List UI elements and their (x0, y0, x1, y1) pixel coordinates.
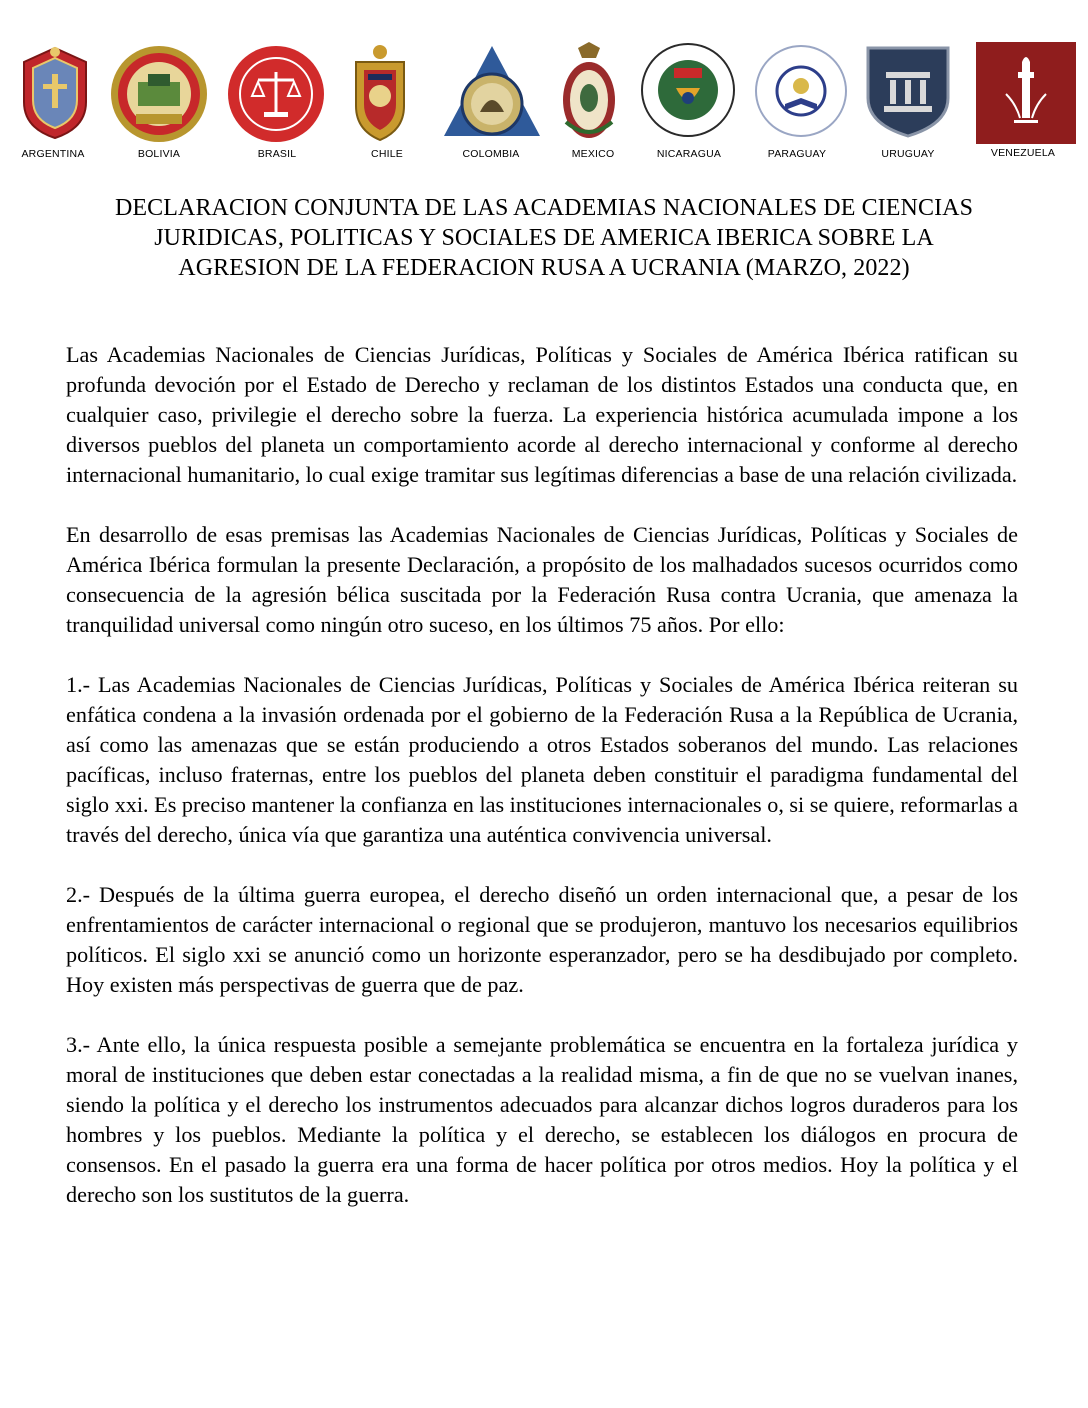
declaration-body (66, 340, 1018, 1240)
venezuela-academy-seal-icon (976, 42, 1076, 144)
country-label-mexico: MEXICO (571, 148, 615, 160)
paragraph-premises: En desarrollo de esas premisas las Academias Nacionales de Ciencias Jurídicas, Políticas y Sociales de América Ibérica formulan la presente Declaración, a propósito de los malhadados sucesos ocurridos como consecuencia de la agresión bélica suscitada por la Federación Rusa contra Ucrania, que amenaza la tranquilidad universal como ningún otro suceso, en los últimos 75 años. Por ello: (66, 522, 1018, 637)
brasil-academy-seal-icon (226, 44, 326, 144)
country-label-brasil: BRASIL (257, 148, 297, 160)
country-label-uruguay: URUGUAY (881, 148, 935, 160)
paragraph-point-1: 1.- Las Academias Nacionales de Ciencias Jurídicas, Políticas y Sociales de América Ibérica reiteran su enfática condena a la invasión ordenada por el gobierno de la Federación Rusa a la República de Ucrania, así como las amenazas que se están produciendo a otros Estados soberanos del mundo. Las relaciones pacíficas, incluso fraternas, entre los pueblos del planeta deben constituir el paradigma fundamental del siglo xxi. Es preciso mantener la confianza en las instituciones internacionales o, si se quiere, reformarlas a través del derecho, única vía que garantiza una auténtica convivencia universal. (66, 672, 1018, 847)
country-label-bolivia: BOLIVIA (137, 148, 181, 160)
title-line: JURIDICAS, POLITICAS Y SOCIALES DE AMERICA IBERICA SOBRE LA (154, 225, 934, 251)
paragraph-intro: Las Academias Nacionales de Ciencias Jurídicas, Políticas y Sociales de América Ibérica ratifican su profunda devoción por el Estado de Derecho y reclaman de los distintos Estados una conducta que, en cualquier caso, privilegie el derecho sobre la fuerza. La experiencia histórica acumulada impone a los diversos pueblos del planeta un comportamiento acorde al derecho internacional y conforme al derecho internacional humanitario, lo cual exige tramitar sus legítimas diferencias a base de una relación civilizada. (66, 342, 1018, 487)
country-label-venezuela: VENEZUELA (990, 147, 1056, 159)
nicaragua-academy-seal-icon (640, 42, 736, 138)
country-label-paraguay: PARAGUAY (767, 148, 827, 160)
chile-academy-seal-icon (350, 44, 410, 142)
bolivia-academy-seal-icon (108, 44, 210, 144)
mexico-academy-seal-icon (560, 42, 618, 142)
academy-logos-row (0, 38, 1088, 168)
title-line: DECLARACION CONJUNTA DE LAS ACADEMIAS NACIONALES DE CIENCIAS (114, 195, 974, 221)
title-line: AGRESION DE LA FEDERACION RUSA A UCRANIA (MARZO, 2022) (178, 255, 910, 281)
argentina-academy-seal-icon (14, 44, 96, 142)
country-label-nicaragua: NICARAGUA (656, 148, 722, 160)
paragraph-point-2: 2.- Después de la última guerra europea, el derecho diseñó un orden internacional que, a pesar de los enfrentamientos de carácter internacional o regional que se produjeron, mantuvo los necesarios equilibrios políticos. El siglo xxi se anunció como un horizonte esperanzador, pero se ha desdibujado por completo. Hoy existen más perspectivas de guerra que de paz. (66, 882, 1018, 997)
uruguay-academy-seal-icon (860, 42, 956, 138)
paragraph-point-3: 3.- Ante ello, la única respuesta posible a semejante problemática se encuentra en la fortaleza jurídica y moral de instituciones que deben estar conectadas a la realidad misma, a fin de que no se vuelvan inanes, siendo la política y el derecho los instrumentos adecuados para alcanzar dichos logros duraderos para los hombres y los pueblos. Mediante la política y el derecho, se establecen los diálogos en procura de consensos. En el pasado la guerra era una forma de hacer política por otros medios. Hoy la política y el derecho son los sustitutos de la guerra. (66, 1032, 1018, 1207)
paraguay-academy-seal-icon (752, 44, 850, 138)
country-label-chile: CHILE (371, 148, 403, 160)
document-title (40, 193, 1048, 283)
colombia-academy-seal-icon (440, 42, 544, 142)
country-label-argentina: ARGENTINA (21, 148, 85, 160)
country-label-colombia: COLOMBIA (462, 148, 520, 160)
